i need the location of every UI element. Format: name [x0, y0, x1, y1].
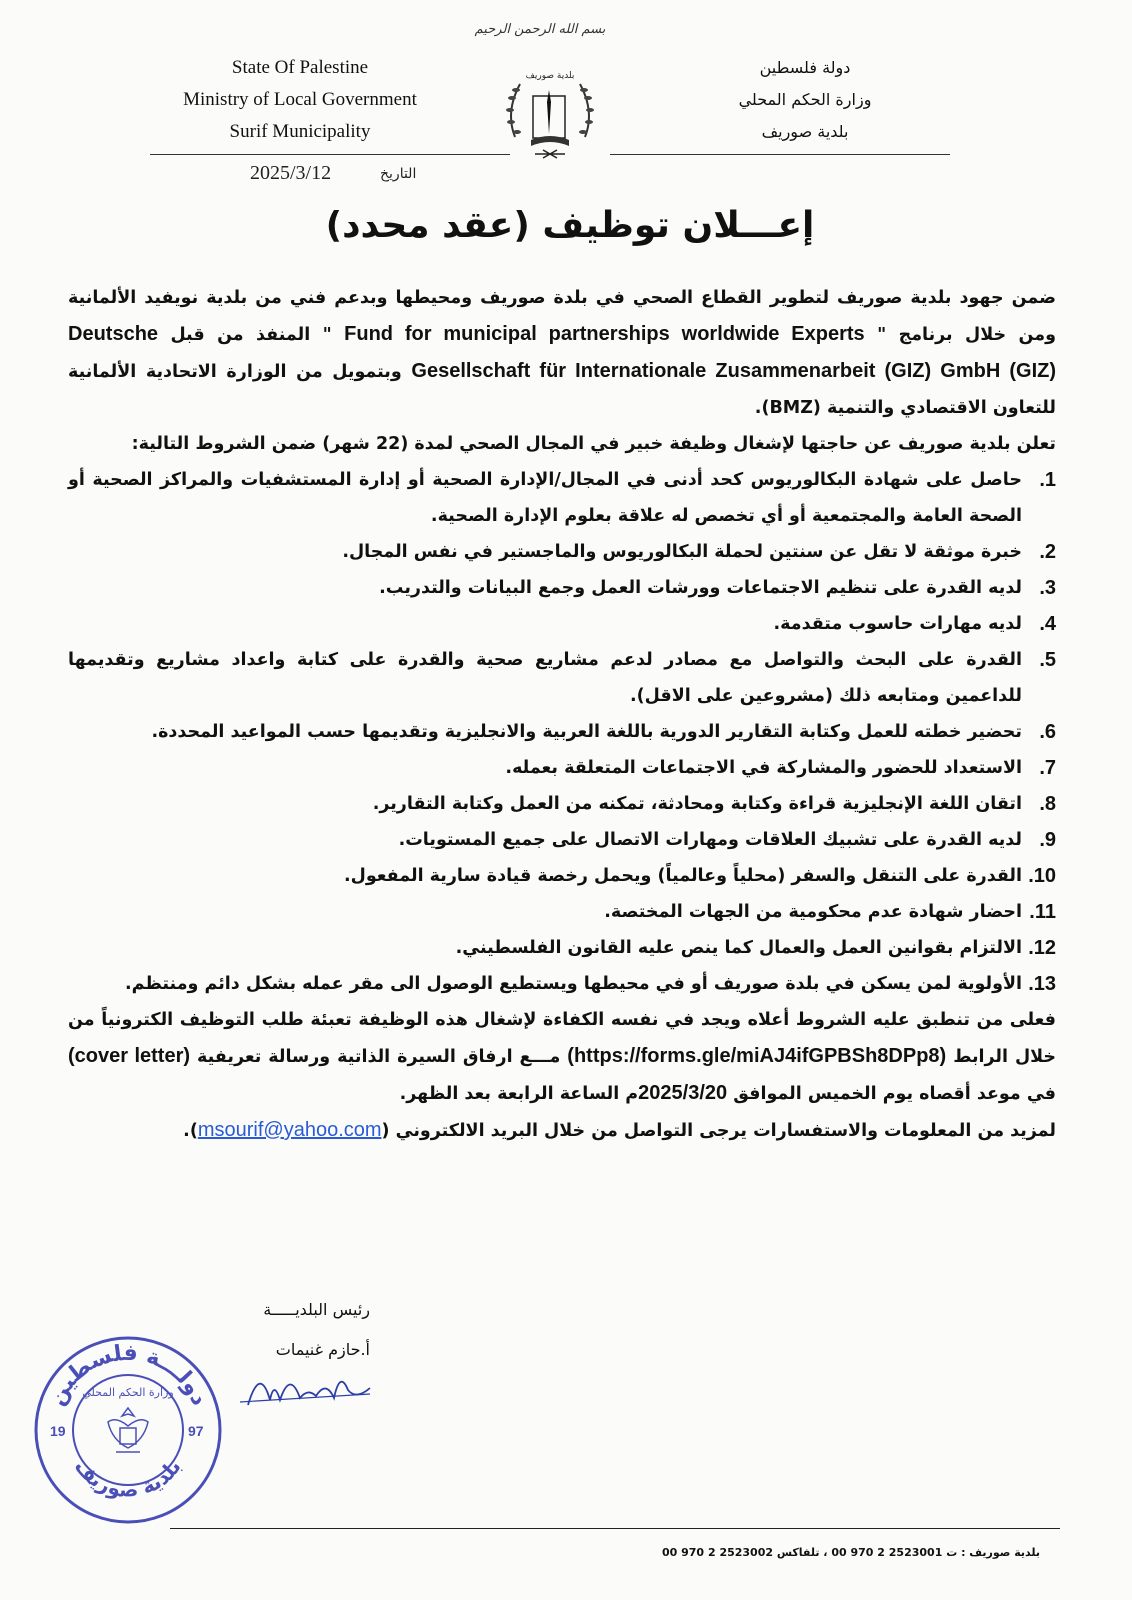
requirement-number: 7.: [1039, 757, 1056, 779]
requirement-number: 12.: [1028, 937, 1056, 959]
closing-paragraph: [68, 1002, 1056, 1112]
requirement-item: [68, 642, 1056, 714]
requirement-item: [68, 930, 1056, 966]
header-divider-left: [150, 154, 510, 155]
requirements-list: [68, 462, 1056, 1002]
stamp-year-right: 97: [188, 1423, 204, 1439]
requirement-text: حاصل على شهادة البكالوريوس كحد أدنى في المجال/الإدارة الصحية أو إدارة المستشفيات والمراكز الصحية أو الصحة العامة والمجتمعية أو أي تخصص له علاقة بعلوم الإدارة الصحية.: [68, 470, 1022, 526]
intro-text-1: ضمن جهود بلدية صوريف لتطوير القطاع الصحي في بلدة صوريف ومحيطها وبدعم فني من بلدية نويفيد الألمانية ومن خلال برنامج ": [68, 288, 1056, 345]
requirements-intro: تعلن بلدية صوريف عن حاجتها لإشغال وظيفة خبير في المجال الصحي لمدة (22 شهر) ضمن الشروط التالية:: [131, 434, 1056, 454]
contact-text: لمزيد من المعلومات والاستفسارات يرجى التواصل من خلال البريد الالكتروني: [395, 1121, 1056, 1141]
footer-divider: [170, 1528, 1060, 1529]
intro-paragraph: [68, 280, 1056, 426]
basmala-header: بسم الله الرحمن الرحيم: [474, 22, 606, 37]
contact-email-link[interactable]: msourif@yahoo.com: [197, 1119, 382, 1141]
date-row: [250, 160, 470, 190]
stamp-top-text: دولـــة فلسطين: [44, 1340, 212, 1410]
municipality-emblem-icon: [495, 62, 605, 172]
requirement-text: القدرة على التنقل والسفر (محلياً وعالمياً) ويحمل رخصة قيادة سارية المفعول.: [344, 866, 1022, 886]
footer-contact: بلدية صوريف : ت 2523001 2 970 00 ، تلفاكس 2523002 2 970 00: [661, 1546, 1040, 1559]
signatory-title: رئيس البلديـــــة: [263, 1300, 370, 1319]
header-state-ar: دولة فلسطين: [759, 58, 851, 77]
header-arabic: [690, 52, 920, 148]
requirement-text: الالتزام بقوانين العمل والعمال كما ينص عليه القانون الفلسطيني.: [455, 938, 1022, 958]
header-municipality-ar: بلدية صوريف: [761, 122, 849, 141]
requirement-item: [68, 822, 1056, 858]
requirement-text: الأولوية لمن يسكن في بلدة صوريف أو في محيطها ويستطيع الوصول الى مقر عمله بشكل دائم ومنتظم.: [124, 974, 1022, 994]
contact-paragraph: لمزيد من المعلومات والاستفسارات يرجى التواصل من خلال البريد الالكتروني (msourif@yahoo.com).: [183, 1119, 1056, 1141]
closing-text-2: مـــع ارفاق السيرة الذاتية ورسالة تعريفية: [197, 1047, 561, 1067]
emblem-label: بلدية صوريف: [525, 71, 575, 81]
header-state: State Of Palestine: [231, 57, 369, 78]
requirement-text: احضار شهادة عدم محكومية من الجهات المختصة.: [604, 902, 1022, 922]
requirement-number: 8.: [1039, 793, 1056, 815]
requirement-item: [68, 606, 1056, 642]
handwritten-signature: [230, 1360, 380, 1420]
requirement-number: 5.: [1039, 649, 1056, 671]
svg-text:بلدية صوريف: [70, 1454, 186, 1502]
signatory-name: أ.حازم غنيمات: [275, 1340, 370, 1359]
deadline-date: 2025/3/20: [638, 1082, 728, 1104]
giz-name: Deutsche Gesellschaft für Internationale Zusammenarbeit (GIZ) GmbH (GIZ): [68, 323, 1056, 382]
requirement-number: 11.: [1029, 901, 1056, 923]
requirement-number: 10.: [1028, 865, 1056, 887]
header-divider-right: [610, 154, 950, 155]
announcement-body: [68, 280, 1056, 1149]
header-english: [150, 52, 450, 148]
header-ministry: Ministry of Local Government: [183, 89, 417, 110]
requirement-item: [68, 714, 1056, 750]
announcement-title: إعـــلان توظيف (عقد محدد): [325, 205, 815, 246]
closing-text-1: فعلى من تنطبق عليه الشروط أعلاه ويجد في نفسه الكفاءة لإشغال هذه الوظيفة تعبئة طلب التوظيف الكترونياً من خلال الرابط: [68, 1010, 1057, 1067]
requirement-number: 1.: [1039, 469, 1056, 491]
stamp-bottom-text: بلدية صوريف: [69, 1453, 186, 1502]
header-municipality: Surif Municipality: [229, 121, 371, 142]
requirement-number: 13.: [1028, 973, 1056, 995]
cover-letter-label: (cover letter): [68, 1045, 191, 1067]
date-value: 2025/3/12: [250, 162, 332, 184]
application-link[interactable]: (https://forms.gle/miAJ4ifGPBSh8DPp8): [567, 1045, 947, 1067]
intro-text-2: " المنفذ من قبل: [170, 325, 332, 345]
program-name: Fund for municipal partnerships worldwide Experts: [344, 323, 865, 345]
requirement-item: [68, 894, 1056, 930]
requirement-text: تحضير خطته للعمل وكتابة التقارير الدورية باللغة العربية والانجليزية وتقديمها حسب المواعيد المحددة.: [151, 722, 1022, 742]
closing-text-3: في موعد أقصاه يوم الخميس الموافق: [733, 1084, 1056, 1104]
requirement-text: لديه مهارات حاسوب متقدمة.: [773, 614, 1022, 634]
intro-text-3: وبتمويل من الوزارة الاتحادية الألمانية للتعاون الاقتصادي والتنمية (BMZ).: [68, 362, 1056, 418]
requirement-number: 2.: [1039, 541, 1056, 563]
requirement-item: [68, 786, 1056, 822]
requirement-item: [68, 750, 1056, 786]
requirement-number: 9.: [1039, 829, 1056, 851]
requirement-text: القدرة على البحث والتواصل مع مصادر لدعم مشاريع صحية والقدرة على كتابة واعداد مشاريع وتقديمها للداعمين ومتابعه ذلك (مشروعين على الاقل).: [68, 650, 1022, 706]
requirement-text: اتقان اللغة الإنجليزية قراءة وكتابة ومحادثة، تمكنه من العمل وكتابة التقارير.: [372, 794, 1022, 814]
requirement-item: [68, 966, 1056, 1002]
eagle-emblem-icon: [108, 1408, 148, 1452]
requirement-number: 3.: [1039, 577, 1056, 599]
requirement-number: 4.: [1039, 613, 1056, 635]
stamp-inner-text: وزارة الحكم المحلي: [82, 1386, 174, 1399]
requirement-text: لديه القدرة على تشبيك العلاقات ومهارات الاتصال على جميع المستويات.: [398, 830, 1022, 850]
closing-text-4: م الساعة الرابعة بعد الظهر.: [399, 1084, 639, 1104]
date-label: التاريخ: [380, 166, 417, 182]
official-stamp: [28, 1330, 228, 1530]
header-ministry-ar: وزارة الحكم المحلي: [738, 90, 872, 109]
requirement-text: الاستعداد للحضور والمشاركة في الاجتماعات المتعلقة بعمله.: [505, 758, 1022, 778]
requirement-item: [68, 858, 1056, 894]
requirement-item: [68, 570, 1056, 606]
stamp-year-left: 19: [50, 1423, 66, 1439]
requirement-number: 6.: [1039, 721, 1056, 743]
requirement-item: [68, 462, 1056, 534]
requirement-text: خبرة موثقة لا تقل عن سنتين لحملة البكالوريوس والماجستير في نفس المجال.: [342, 542, 1022, 562]
requirement-item: [68, 534, 1056, 570]
requirement-text: لديه القدرة على تنظيم الاجتماعات وورشات العمل وجمع البيانات والتدريب.: [379, 578, 1022, 598]
